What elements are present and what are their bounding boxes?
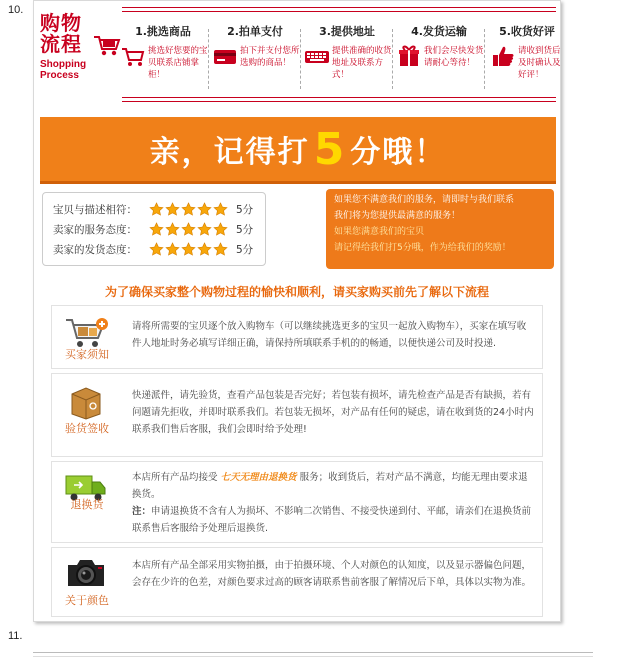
shopping-process-bar bbox=[34, 1, 560, 109]
note-line: 请记得给我们打5分哦，作为给我们的奖励！ bbox=[334, 243, 511, 253]
star-icon bbox=[197, 202, 212, 217]
star-icon bbox=[149, 202, 164, 217]
cart-icon bbox=[120, 43, 146, 69]
step-desc: 我们会尽快发货请耐心等待！ bbox=[424, 46, 484, 68]
step-title: 5.收货好评 bbox=[499, 25, 555, 38]
return-exchange-card bbox=[51, 461, 543, 543]
package-box-icon bbox=[62, 386, 110, 420]
star-icon bbox=[165, 242, 180, 257]
step-desc: 拍下并支付您所选购的商品！ bbox=[240, 46, 300, 68]
step-title: 1.挑选商品 bbox=[135, 25, 191, 38]
rate-five-banner bbox=[40, 117, 556, 184]
process-step-3 bbox=[304, 23, 390, 93]
step-title: 4.发货运输 bbox=[411, 25, 467, 38]
satisfaction-note bbox=[326, 189, 554, 269]
inspect-receipt-card bbox=[51, 373, 543, 457]
seven-day-return-highlight: 七天无理由退换货 bbox=[220, 472, 297, 483]
process-step-5 bbox=[480, 23, 566, 93]
card-caption: 买家须知 bbox=[65, 348, 109, 361]
thumbs-up-icon bbox=[490, 43, 516, 69]
process-step-4 bbox=[396, 23, 482, 93]
shopping-cart-icon bbox=[92, 33, 122, 59]
step-title: 3.提供地址 bbox=[319, 25, 375, 38]
star-rating bbox=[149, 222, 228, 237]
note-label: 注： bbox=[132, 506, 152, 517]
star-icon bbox=[165, 222, 180, 237]
star-icon bbox=[181, 242, 196, 257]
rating-row bbox=[53, 240, 253, 258]
card-caption: 验货签收 bbox=[65, 422, 109, 435]
card-caption: 退换货 bbox=[70, 498, 104, 511]
keyboard-icon bbox=[304, 43, 330, 69]
process-title-cn-2: 流程 bbox=[40, 32, 82, 56]
rating-row bbox=[53, 200, 253, 218]
card-caption: 关于颜色 bbox=[65, 594, 109, 607]
buyer-notice-card bbox=[51, 305, 543, 369]
card-text: 本店所有产品全部采用实物拍摄，由于拍摄环境、个人对颜色的认知度，以及显示器偏色问题，会存在少许的色差，对颜色要求过高的顾客请联系售前客服了解情况后下单，具体以实物为准。 bbox=[132, 560, 532, 588]
star-icon bbox=[149, 242, 164, 257]
process-title-en-2: Process bbox=[40, 70, 79, 81]
star-rating bbox=[149, 202, 228, 217]
card-text bbox=[132, 469, 534, 537]
step-desc: 请收到货后及时确认及好评！ bbox=[518, 46, 561, 80]
note-line: 我们将为您提供最满意的服务！ bbox=[334, 211, 461, 221]
card-text: 请将所需要的宝贝逐个放入购物车（可以继续挑选更多的宝贝一起放入购物车），买家在填写收件人地址时务必填写详细正确，请保持所填联系手机的的畅通，以便快递公司及时投递. bbox=[132, 321, 527, 349]
step-desc: 提供准确的收货地址及联系方式！ bbox=[332, 46, 392, 80]
star-rating bbox=[149, 242, 228, 257]
item-number-10: 10. bbox=[8, 4, 24, 16]
rating-score: 5分 bbox=[236, 203, 254, 216]
rating-box bbox=[42, 192, 266, 266]
star-icon bbox=[213, 242, 228, 257]
notice-title: 为了确保买家整个购物过程的愉快和顺利，请买家购买前先了解以下流程 bbox=[104, 285, 489, 299]
note-line: 如果您满意我们的宝贝 bbox=[334, 227, 425, 237]
step-desc: 挑选好您要的宝贝联系店铺掌柜！ bbox=[148, 46, 208, 80]
banner-number: 5 bbox=[313, 123, 347, 175]
rating-score: 5分 bbox=[236, 223, 254, 236]
rating-score: 5分 bbox=[236, 243, 254, 256]
process-step-2 bbox=[212, 23, 298, 93]
banner-text-before: 亲，记得打 bbox=[149, 135, 310, 170]
process-title-cn-1: 购物 bbox=[40, 11, 82, 35]
divider bbox=[33, 652, 593, 653]
camera-icon bbox=[62, 556, 110, 590]
card-text: 快递派件，请先验货，查看产品包装是否完好；若包装有损坏，请先检查产品是否有缺损，若有问题请先拒收，并即时联系我们。若包装无损坏，对产品有任何的疑虑，请在收到货的24小时内联系我们售后客服，我们会即时给予处理! bbox=[132, 390, 534, 435]
shopping-guide-image bbox=[33, 0, 561, 622]
shopping-cart-icon bbox=[62, 316, 110, 350]
gift-icon bbox=[396, 43, 422, 69]
process-step-1 bbox=[120, 23, 206, 93]
card-text-b: 服务；收到货后，若对产品不满意，均能无理由要求退换货。 bbox=[132, 472, 528, 500]
note-text: 申请退换货不含有人为损坏、不影响二次销售、不接受快递到付、平邮，请亲们在退换货前联系售后客服给予处理后退换货. bbox=[132, 506, 532, 534]
rating-row bbox=[53, 220, 253, 238]
star-icon bbox=[197, 242, 212, 257]
card-icon bbox=[212, 43, 238, 69]
star-icon bbox=[197, 222, 212, 237]
rating-label: 卖家的发货态度： bbox=[53, 243, 137, 256]
about-color-card bbox=[51, 547, 543, 617]
card-text-a: 本店所有产品均接受 bbox=[132, 472, 218, 483]
rating-label: 宝贝与描述相符： bbox=[53, 203, 137, 216]
star-icon bbox=[213, 222, 228, 237]
step-title: 2.拍单支付 bbox=[227, 25, 283, 38]
star-icon bbox=[181, 202, 196, 217]
divider bbox=[33, 656, 593, 657]
banner-text-after: 分哦！ bbox=[350, 135, 447, 170]
item-number-11: 11. bbox=[8, 630, 23, 642]
rating-label: 卖家的服务态度： bbox=[53, 223, 137, 236]
star-icon bbox=[181, 222, 196, 237]
process-title-en-1: Shopping bbox=[40, 59, 87, 70]
star-icon bbox=[213, 202, 228, 217]
star-icon bbox=[165, 202, 180, 217]
note-line: 如果您不满意我们的服务，请即时与我们联系 bbox=[334, 195, 515, 205]
star-icon bbox=[149, 222, 164, 237]
